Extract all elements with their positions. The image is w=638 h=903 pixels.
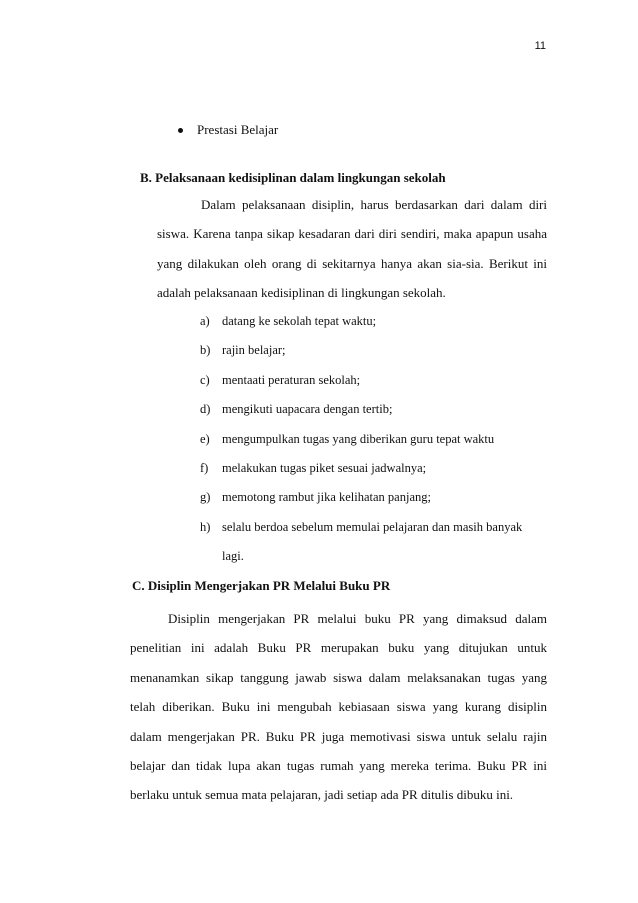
bullet-icon — [178, 128, 183, 133]
bullet-text: Prestasi Belajar — [197, 122, 279, 137]
list-item: f) melakukan tugas piket sesuai jadwalnya; — [200, 460, 427, 475]
discipline-list — [200, 313, 540, 578]
list-item: e) mengumpulkan tugas yang diberikan guru tepat waktu — [200, 431, 495, 446]
section-c-paragraph-text: Disiplin mengerjakan PR melalui buku PR yang dimaksud dalam penelitian ini adalah Buku PR merupakan buku yang ditujukan untuk menanamkan sikap tanggung jawab siswa dalam melaksanakan tugas yang telah diberikan. Buku ini mengubah kebiasaan siswa yang kurang disiplin dalam mengerjakan PR. Buku PR juga memotivasi siswa untuk selalu rajin belajar dan tidak lupa akan tugas rumah yang mereka terima. Buku PR ini berlaku untuk semua mata pelajaran, jadi setiap ada PR ditulis dibuku ini. — [130, 611, 547, 803]
list-item: d) mengikuti uapacara dengan tertib; — [200, 402, 393, 417]
list-item: b) rajin belajar; — [200, 343, 286, 358]
list-item: g) memotong rambut jika kelihatan panjang; — [200, 490, 431, 505]
section-b-paragraph-text: Dalam pelaksanaan disiplin, harus berdasarkan dari dalam diri siswa. Karena tanpa sikap kesadaran dari diri sendiri, maka apapun usaha yang dilakukan oleh orang di sekitarnya hanya akan sia-sia. Berikut ini adalah pelaksanaan kedisiplinan di lingkungan sekolah. — [157, 197, 547, 301]
section-b-heading: B. Pelaksanaan kedisiplinan dalam lingkungan sekolah — [140, 170, 446, 185]
section-b-paragraph — [157, 190, 547, 308]
section-c-heading: C. Disiplin Mengerjakan PR Melalui Buku PR — [132, 578, 391, 593]
list-item: c) mentaati peraturan sekolah; — [200, 372, 361, 387]
page-number: 11 — [534, 40, 546, 52]
list-item-continuation: lagi. — [222, 549, 244, 564]
bullet-item — [178, 122, 278, 138]
section-c-paragraph — [130, 604, 547, 810]
list-item: h) selalu berdoa sebelum memulai pelajaran dan masih banyak — [200, 519, 523, 534]
list-item: a) datang ke sekolah tepat waktu; — [200, 314, 377, 328]
